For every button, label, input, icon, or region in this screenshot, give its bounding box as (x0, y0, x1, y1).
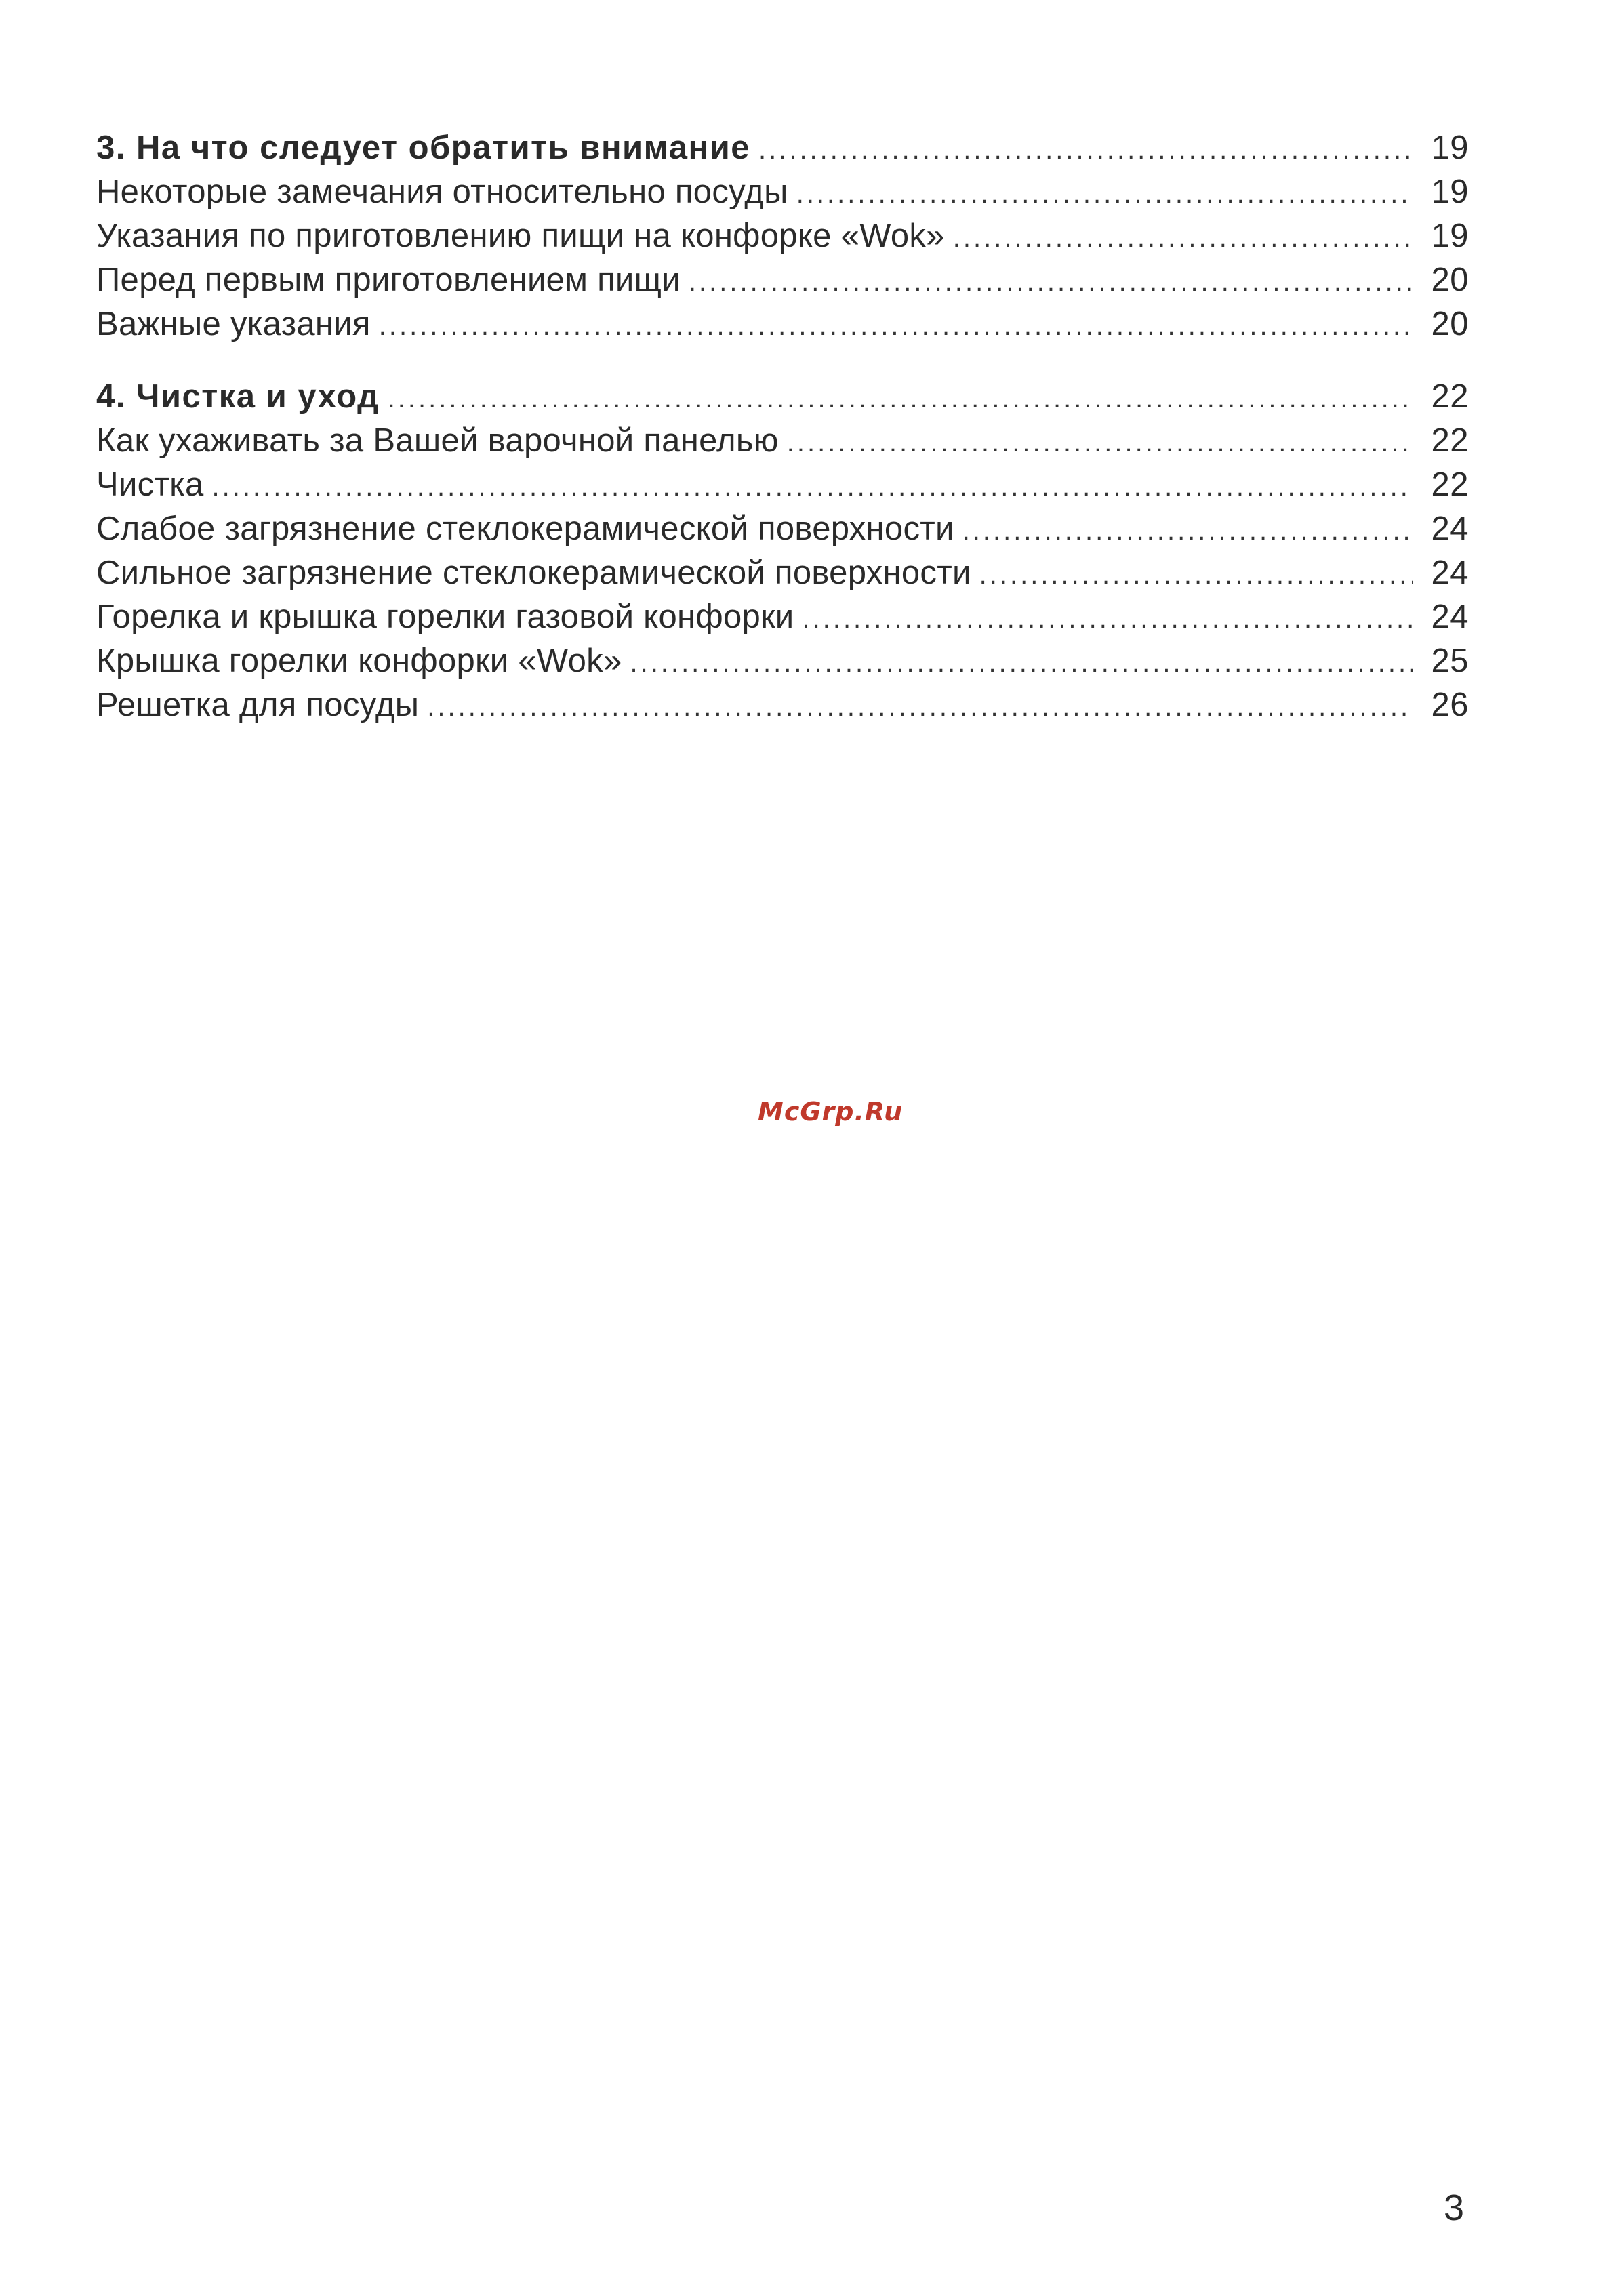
dot-leader (630, 641, 1414, 685)
watermark-text: McGrp.Ru (758, 1097, 904, 1127)
toc-page-number: 24 (1431, 510, 1469, 547)
toc-entry[interactable] (96, 214, 1469, 258)
dot-leader (388, 377, 1413, 421)
toc-page-number: 25 (1431, 643, 1469, 679)
toc-page-number: 19 (1431, 218, 1469, 254)
table-of-contents (96, 126, 1469, 727)
dot-leader (379, 304, 1413, 348)
toc-entry-label: Некоторые замечания относительно посуды (96, 174, 788, 210)
toc-entry-label: Горелка и крышка горелки газовой конфорки (96, 599, 794, 635)
toc-entry-label: Крышка горелки конфорки «Wok» (96, 643, 622, 679)
dot-leader (689, 260, 1413, 304)
toc-heading-label: 4. Чистка и уход (96, 378, 380, 415)
dot-leader (758, 128, 1413, 172)
toc-entry[interactable] (96, 419, 1469, 463)
toc-page-number: 22 (1431, 378, 1469, 415)
toc-entry-label: Указания по приготовлению пищи на конфорке «Wok» (96, 218, 945, 254)
toc-entry[interactable] (96, 258, 1469, 302)
toc-page-number: 22 (1431, 466, 1469, 503)
toc-page-number: 26 (1431, 687, 1469, 723)
dot-leader (979, 553, 1413, 597)
toc-page-number: 22 (1431, 422, 1469, 459)
dot-leader (802, 597, 1413, 641)
toc-page-number: 24 (1431, 599, 1469, 635)
toc-entry[interactable] (96, 639, 1469, 683)
toc-entry[interactable] (96, 595, 1469, 639)
toc-section-4 (96, 375, 1469, 727)
toc-page-number: 24 (1431, 554, 1469, 591)
toc-page-number: 20 (1431, 262, 1469, 298)
toc-entry-label: Чистка (96, 466, 204, 503)
toc-entry[interactable] (96, 302, 1469, 346)
toc-entry-label: Перед первым приготовлением пищи (96, 262, 681, 298)
dot-leader (953, 216, 1413, 260)
dot-leader (787, 421, 1413, 465)
toc-heading-label: 3. На что следует обратить внимание (96, 129, 750, 166)
toc-page-number: 19 (1431, 174, 1469, 210)
dot-leader (212, 465, 1413, 509)
dot-leader (962, 509, 1413, 553)
toc-entry[interactable] (96, 170, 1469, 214)
toc-entry-label: Сильное загрязнение стеклокерамической поверхности (96, 554, 971, 591)
toc-entry[interactable] (96, 683, 1469, 727)
toc-entry-label: Как ухаживать за Вашей варочной панелью (96, 422, 779, 459)
toc-heading[interactable] (96, 126, 1469, 170)
toc-page-number: 19 (1431, 129, 1469, 166)
toc-section-3 (96, 126, 1469, 346)
toc-page-number: 20 (1431, 306, 1469, 342)
toc-entry[interactable] (96, 463, 1469, 507)
dot-leader (427, 685, 1413, 729)
toc-entry[interactable] (96, 551, 1469, 595)
toc-entry-label: Важные указания (96, 306, 371, 342)
toc-entry-label: Решетка для посуды (96, 687, 420, 723)
dot-leader (796, 172, 1413, 216)
toc-heading[interactable] (96, 375, 1469, 419)
toc-entry[interactable] (96, 507, 1469, 551)
toc-entry-label: Слабое загрязнение стеклокерамической поверхности (96, 510, 954, 547)
page-number: 3 (1444, 2187, 1465, 2228)
